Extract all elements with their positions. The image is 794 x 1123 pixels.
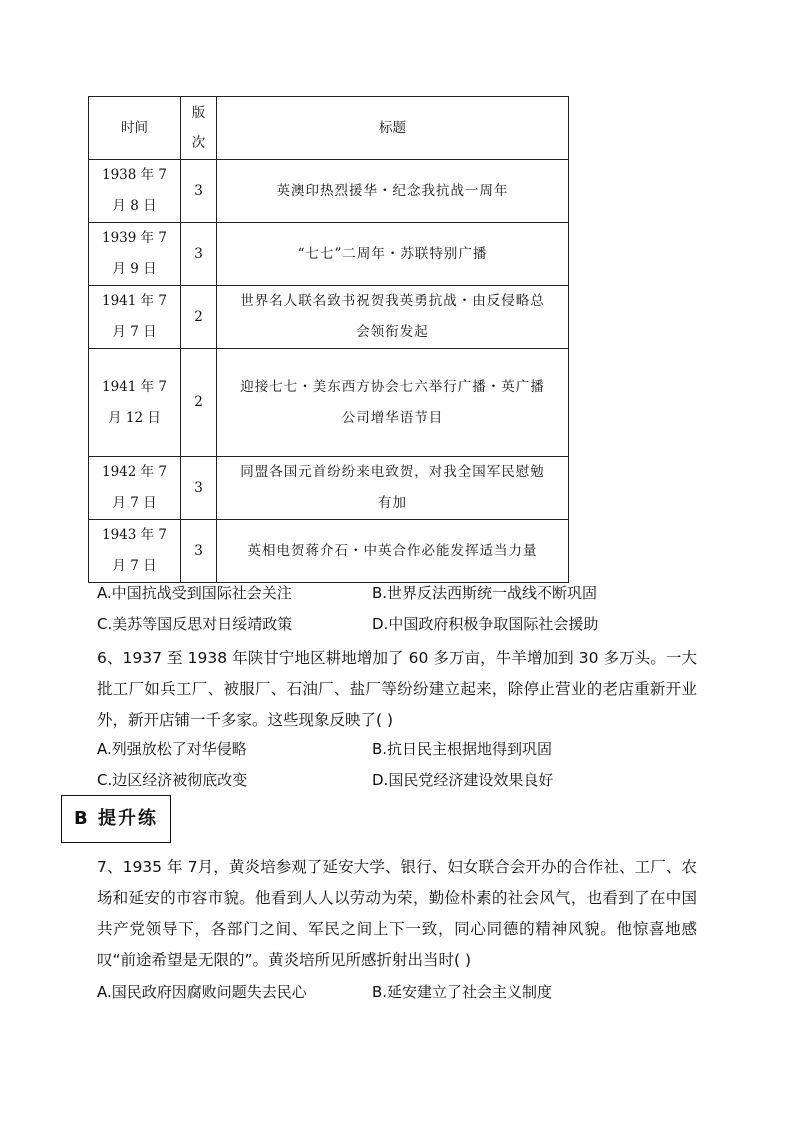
row-page: 3: [181, 520, 217, 583]
q7-option-a[interactable]: A.国民政府因腐败问题失去民心: [97, 983, 307, 1001]
row-page: 3: [181, 457, 217, 520]
row-page: 3: [181, 160, 217, 223]
row-page: 2: [181, 286, 217, 349]
row-date: 1941 年 7 月 7 日: [89, 286, 181, 349]
row-title: 英澳印热烈援华・纪念我抗战一周年: [217, 160, 569, 223]
newspaper-headline-table: [88, 96, 569, 583]
table-row: [89, 349, 569, 457]
row-title: “七七”二周年・苏联特别广播: [217, 223, 569, 286]
q5-option-a[interactable]: A.中国抗战受到国际社会关注: [97, 584, 292, 602]
table-row: [89, 520, 569, 583]
header-page: 版 次: [181, 97, 217, 160]
table-row: [89, 160, 569, 223]
row-date: 1941 年 7 月 12 日: [89, 349, 181, 457]
q7-stem: 7、1935 年 7月，黄炎培参观了延安大学、银行、妇女联合会开办的合作社、工厂、农场和延安的市容市貌。他看到人人以劳动为荣，勤俭朴素的社会风气，也看到了在中国共产党领导下，各部门之间、军民之间上下一致，同心同德的精神风貌。他惊喜地感叹“前途希望是无限的”。黄炎培所见所感折射出当时( ): [97, 858, 697, 969]
row-date: 1939 年 7 月 9 日: [89, 223, 181, 286]
row-date: 1942 年 7 月 7 日: [89, 457, 181, 520]
row-title: 世界名人联名致书祝贺我英勇抗战・由反侵略总 会领衔发起: [217, 286, 569, 349]
row-date: 1943 年 7 月 7 日: [89, 520, 181, 583]
section-header-box: [61, 795, 171, 843]
q5-option-c[interactable]: C.美苏等国反思对日绥靖政策: [97, 615, 293, 633]
header-title: 标题: [217, 97, 569, 160]
row-title: 同盟各国元首纷纷来电致贺，对我全国军民慰勉 有加: [217, 457, 569, 520]
header-date: 时间: [89, 97, 181, 160]
q6-option-c[interactable]: C.边区经济被彻底改变: [97, 771, 248, 789]
q6-stem: 6、1937 至 1938 年陕甘宁地区耕地增加了 60 多万亩，牛羊增加到 30 多万头。一大批工厂如兵工厂、被服厂、石油厂、盐厂等纷纷建立起来，除停止营业的老店重新开业外，新开店铺一千多家。这些现象反映了( ): [97, 649, 697, 729]
table-row: [89, 457, 569, 520]
row-page: 2: [181, 349, 217, 457]
q5-option-d[interactable]: D.中国政府积极争取国际社会援助: [372, 615, 599, 633]
q7-option-b[interactable]: B.延安建立了社会主义制度: [372, 983, 553, 1001]
table-row: [89, 286, 569, 349]
row-title: 英相电贺蒋介石・中英合作必能发挥适当力量: [217, 520, 569, 583]
q5-option-b[interactable]: B.世界反法西斯统一战线不断巩固: [372, 584, 598, 602]
section-title: B 提升练: [74, 808, 158, 829]
q6-option-d[interactable]: D.国民党经济建设效果良好: [372, 771, 554, 789]
table-header-row: [89, 97, 569, 160]
table-row: [89, 223, 569, 286]
row-page: 3: [181, 223, 217, 286]
row-title: 迎接七七・美东西方协会七六举行广播・英广播 公司增华语节目: [217, 349, 569, 457]
q6-option-a[interactable]: A.列强放松了对华侵略: [97, 740, 247, 758]
row-date: 1938 年 7 月 8 日: [89, 160, 181, 223]
q6-option-b[interactable]: B.抗日民主根据地得到巩固: [372, 740, 553, 758]
